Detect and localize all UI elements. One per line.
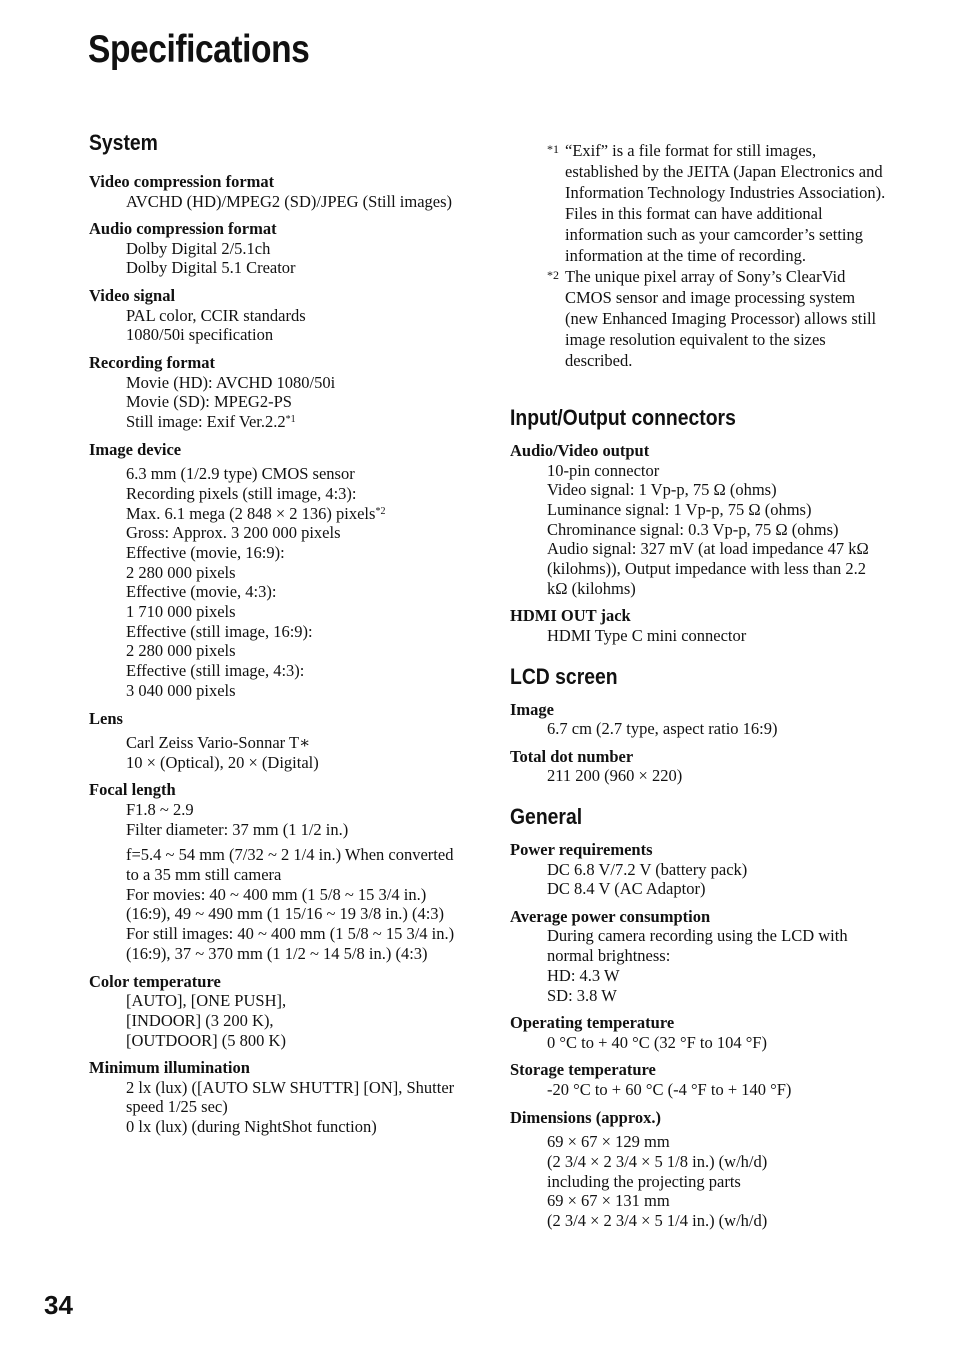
spec-value [89, 1078, 469, 1137]
spec-value [89, 800, 469, 839]
spec-line: For movies: 40 ~ 400 mm (1 5/8 ~ 15 3/4 in.) (16:9), 49 ~ 490 mm (1 15/16 ~ 19 3/8 in.) (4:3) [126, 884, 445, 924]
page-title: Specifications [88, 28, 310, 71]
spec-line: HDMI Type C mini connector [547, 625, 747, 645]
spec-recording-format [89, 353, 469, 432]
spec-line: -20 °C to + 60 °C (-4 °F to + 140 °F) [547, 1079, 792, 1099]
spec-line: [INDOOR] (3 200 K), [126, 1010, 274, 1030]
spec-label: Focal length [89, 780, 176, 800]
spec-line: 0 lx (lux) (during NightShot function) [126, 1117, 377, 1137]
right-column [510, 140, 890, 1231]
spec-value [89, 306, 469, 345]
spec-hdmi [510, 606, 890, 645]
spec-video-signal [89, 286, 469, 345]
spec-value [510, 626, 890, 646]
spec-line: Gross: Approx. 3 200 000 pixels [126, 523, 341, 543]
footnote-text: The unique pixel array of Sony’s ClearVid CMOS sensor and image processing system (new Enhanced Imaging Processor) allows still image resolution equivalent to the sizes described. [565, 267, 877, 370]
spec-operating-temperature [510, 1013, 890, 1052]
spec-label: Image [510, 699, 554, 719]
spec-value [89, 733, 469, 772]
spec-total-dots [510, 747, 890, 786]
section-heading-system: System [89, 130, 158, 155]
spec-lens [89, 709, 469, 773]
spec-line: [AUTO], [ONE PUSH], [126, 991, 287, 1011]
footnotes [547, 140, 890, 371]
spec-audio-compression [89, 219, 469, 278]
spec-value [89, 464, 469, 700]
spec-label: Video compression format [89, 172, 275, 191]
spec-image-device [89, 440, 469, 701]
spec-line: For still images: 40 ~ 400 mm (1 5/8 ~ 15 3/4 in.) (16:9), 37 ~ 370 mm (1 1/2 ~ 14 5/8 in.) (4:3) [126, 924, 455, 963]
spec-line: 1080/50i specification [126, 325, 274, 345]
spec-line [126, 412, 469, 432]
spec-label: Video signal [89, 286, 176, 306]
spec-value [89, 373, 469, 432]
spec-line: Effective (still image, 16:9): [126, 621, 313, 641]
spec-label: Audio/Video output [510, 441, 650, 460]
spec-line: 2 280 000 pixels [126, 641, 236, 661]
spec-label: Operating temperature [510, 1013, 675, 1033]
spec-label: Image device [89, 439, 182, 459]
spec-power [510, 840, 890, 899]
footnote-text: “Exif” is a file format for still images, established by the JEITA (Japan Electronics and Information Technology Industries Association). Files in this format can have additional information such as your camcorder’s setting information at the time of recording. [565, 141, 886, 265]
spec-line: 211 200 (960 × 220) [547, 766, 683, 786]
spec-line: [OUTDOOR] (5 800 K) [126, 1030, 286, 1050]
spec-value [510, 926, 890, 1005]
spec-line: Video signal: 1 Vp-p, 75 Ω (ohms) [547, 480, 777, 500]
spec-lcd-image [510, 700, 890, 739]
spec-label: Storage temperature [510, 1060, 656, 1080]
spec-line: Filter diameter: 37 mm (1 1/2 in.) [126, 819, 349, 839]
spec-line: F1.8 ~ 2.9 [126, 799, 194, 819]
section-heading-io: Input/Output connectors [510, 405, 736, 430]
footnote-mark: *2 [547, 268, 559, 282]
spec-line [126, 504, 469, 524]
spec-label: Lens [89, 708, 123, 728]
spec-line: Chrominance signal: 0.3 Vp-p, 75 Ω (ohms) [547, 519, 839, 539]
spec-line: 69 × 67 × 131 mm [547, 1191, 670, 1211]
footnote-ref: *2 [375, 505, 386, 517]
spec-value [510, 719, 890, 739]
spec-value [510, 1132, 890, 1231]
spec-label: Dimensions (approx.) [510, 1107, 661, 1127]
spec-line: During camera recording using the LCD with normal brightness: [547, 926, 848, 966]
spec-av-output [510, 441, 890, 598]
spec-line: Dolby Digital 5.1 Creator [126, 258, 296, 278]
spec-value [89, 239, 469, 278]
spec-line: 6.7 cm (2.7 type, aspect ratio 16:9) [547, 719, 778, 739]
spec-value [89, 991, 469, 1050]
spec-line: 10 × (Optical), 20 × (Digital) [126, 752, 319, 772]
spec-line: Effective (still image, 4:3): [126, 661, 305, 681]
spec-value [89, 845, 469, 963]
spec-line: 69 × 67 × 129 mm [547, 1132, 670, 1152]
spec-line: 3 040 000 pixels [126, 680, 236, 700]
spec-video-compression [89, 172, 469, 211]
spec-value [510, 461, 890, 599]
spec-line: 2 lx (lux) ([AUTO SLW SHUTTR] [ON], Shutter speed 1/25 sec) [126, 1077, 455, 1117]
spec-line: 1 710 000 pixels [126, 602, 236, 622]
spec-line: PAL color, CCIR standards [126, 305, 306, 325]
page-number: 34 [44, 1290, 73, 1320]
footnote-ref: *1 [285, 413, 296, 425]
spec-line: Luminance signal: 1 Vp-p, 75 Ω (ohms) [547, 499, 812, 519]
left-column [89, 130, 469, 1137]
spec-dimensions [510, 1108, 890, 1231]
spec-text: Max. 6.1 mega (2 848 × 2 136) pixels [126, 503, 376, 523]
spec-value [510, 766, 890, 786]
section-heading-lcd: LCD screen [510, 663, 618, 689]
spec-label: HDMI OUT jack [510, 606, 631, 626]
spec-line: 0 °C to + 40 °C (32 °F to 104 °F) [547, 1032, 767, 1052]
spec-focal-length [89, 780, 469, 963]
spec-value [510, 1080, 890, 1100]
spec-storage-temperature [510, 1060, 890, 1099]
spec-text: Still image: Exif Ver.2.2 [126, 411, 286, 431]
spec-line: Carl Zeiss Vario-Sonnar T∗ [126, 733, 311, 753]
spec-line: Movie (HD): AVCHD 1080/50i [126, 372, 336, 392]
spec-label: Recording format [89, 353, 216, 373]
footnote [547, 266, 890, 371]
spec-line: SD: 3.8 W [547, 985, 617, 1005]
spec-line: (2 3/4 × 2 3/4 × 5 1/4 in.) (w/h/d) [547, 1210, 768, 1230]
spec-line: Effective (movie, 16:9): [126, 542, 285, 562]
spec-line: HD: 4.3 W [547, 965, 620, 985]
spec-value [510, 860, 890, 899]
spec-minimum-illumination [89, 1058, 469, 1137]
spec-label: Power requirements [510, 840, 653, 860]
spec-line: including the projecting parts [547, 1171, 741, 1191]
spec-label: Color temperature [89, 971, 221, 991]
spec-label: Average power consumption [510, 906, 711, 926]
spec-line: Recording pixels (still image, 4:3): [126, 483, 357, 503]
spec-line: 6.3 mm (1/2.9 type) CMOS sensor [126, 464, 355, 484]
spec-power-consumption [510, 907, 890, 1005]
spec-line: f=5.4 ~ 54 mm (7/32 ~ 2 1/4 in.) When converted to a 35 mm still camera [126, 845, 454, 885]
footnote-mark: *1 [547, 142, 559, 156]
spec-line: (2 3/4 × 2 3/4 × 5 1/8 in.) (w/h/d) [547, 1151, 768, 1171]
spec-line: DC 8.4 V (AC Adaptor) [547, 879, 706, 899]
spec-label: Audio compression format [89, 219, 277, 239]
section-heading-general: General [510, 804, 583, 830]
spec-line: 2 280 000 pixels [126, 562, 236, 582]
spec-line: DC 6.8 V/7.2 V (battery pack) [547, 859, 748, 879]
spec-line: Audio signal: 327 mV (at load impedance 47 kΩ (kilohms)), Output impedance with less than 2.2 kΩ (kilohms) [547, 539, 869, 598]
spec-value: AVCHD (HD)/MPEG2 (SD)/JPEG (Still images) [126, 191, 453, 211]
spec-value [510, 1033, 890, 1053]
spec-label: Total dot number [510, 746, 634, 766]
spec-line: 10-pin connector [547, 460, 660, 480]
spec-label: Minimum illumination [89, 1058, 250, 1078]
spec-line: Effective (movie, 4:3): [126, 582, 277, 602]
footnote [547, 140, 890, 266]
spec-color-temperature [89, 972, 469, 1051]
spec-line: Movie (SD): MPEG2-PS [126, 392, 292, 412]
spec-line: Dolby Digital 2/5.1ch [126, 238, 271, 258]
